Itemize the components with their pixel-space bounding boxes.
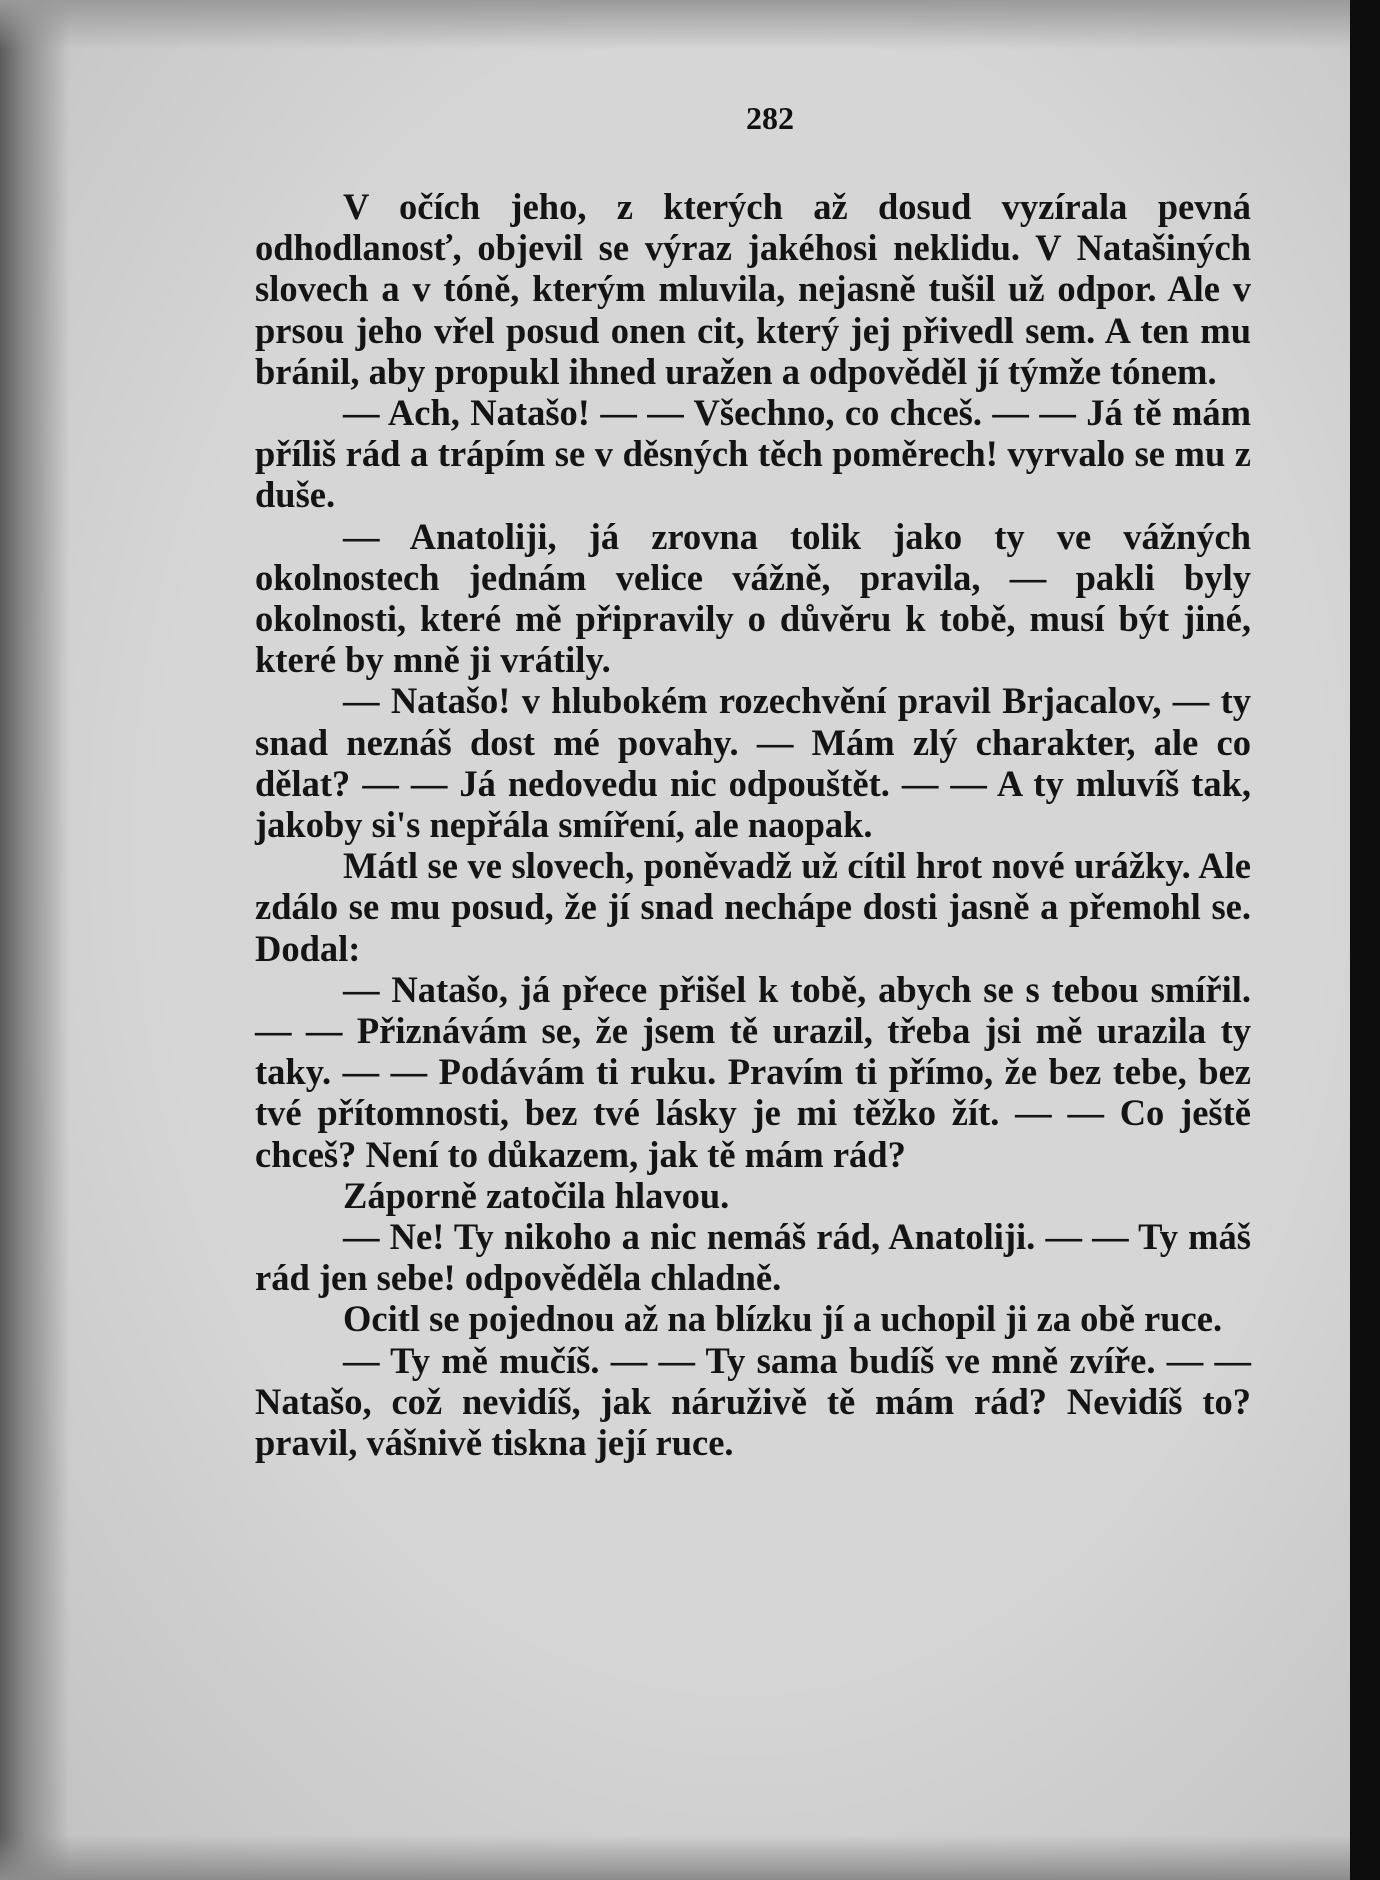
paragraph: Mátl se ve slovech, poněvadž už cítil hrot nové urážky. Ale zdálo se mu posud, že jí snad nechápe dosti jasně a přemohl se. Dodal: xyxy=(255,845,1251,969)
paragraph: — Natašo, já přece přišel k tobě, abych se s tebou smířil. — — Přiznávám se, že jsem tě urazil, třeba jsi mě urazila ty taky. — — Podávám ti ruku. Pravím ti přímo, že bez tebe, bez tvé přítomnosti, bez tvé lásky je mi těžko žít. — — Co ještě chceš? Není to důkazem, jak tě mám rád? xyxy=(255,968,1251,1175)
paragraph: — Ty mě mučíš. — — Ty sama budíš ve mně zvíře. — — Natašo, což nevidíš, jak náruživě tě mám rád? Nevidíš to? pravil, vášnivě tiskna její ruce. xyxy=(255,1339,1251,1464)
top-edge-shadow xyxy=(0,0,1350,50)
paragraph: Ocitl se pojednou až na blízku jí a uchopil ji za obě ruce. xyxy=(343,1298,1223,1340)
bottom-edge-shadow xyxy=(0,1835,1350,1880)
page-number: 282 xyxy=(746,100,794,136)
spine-shadow xyxy=(0,0,70,1880)
paragraph: V očích jeho, z kterých až dosud vyzírala pevná odhodlanosť, objevil se výraz jakéhosi neklidu. V Natašiných slovech a v tóně, kterým mluvila, nejasně tušil už odpor. Ale v prsou jeho vřel posud onen cit, který jej přivedl sem. A ten mu bránil, aby propukl ihned uražen a odpověděl jí týmže tónem. xyxy=(255,186,1251,392)
scan-border xyxy=(1350,0,1380,1880)
paragraph: — Natašo! v hlubokém rozechvění pravil Brjacalov, — ty snad neznáš dost mé povahy. — Mám zlý charakter, ale co dělat? — — Já nedovedu nic odpouštět. — — A ty mluvíš tak, jakoby si's nepřála smíření, ale naopak. xyxy=(255,680,1251,846)
paragraph: Záporně zatočila hlavou. xyxy=(343,1174,730,1216)
paragraph: — Ne! Ty nikoho a nic nemáš rád, Anatoliji. — — Ty máš rád jen sebe! odpověděla chladně. xyxy=(255,1216,1251,1299)
body-text xyxy=(255,186,1251,1463)
paragraph: — Anatoliji, já zrovna tolik jako ty ve vážných okolnostech jednám velice vážně, pravila, — pakli byly okolnosti, které mě připravily o důvěru k tobě, musí být jiné, které by mně ji vrátily. xyxy=(255,515,1251,681)
paragraph: — Ach, Natašo! — — Všechno, co chceš. — — Já tě mám příliš rád a trápím se v děsných těch poměrech! vyrvalo se mu z duše. xyxy=(255,392,1251,516)
